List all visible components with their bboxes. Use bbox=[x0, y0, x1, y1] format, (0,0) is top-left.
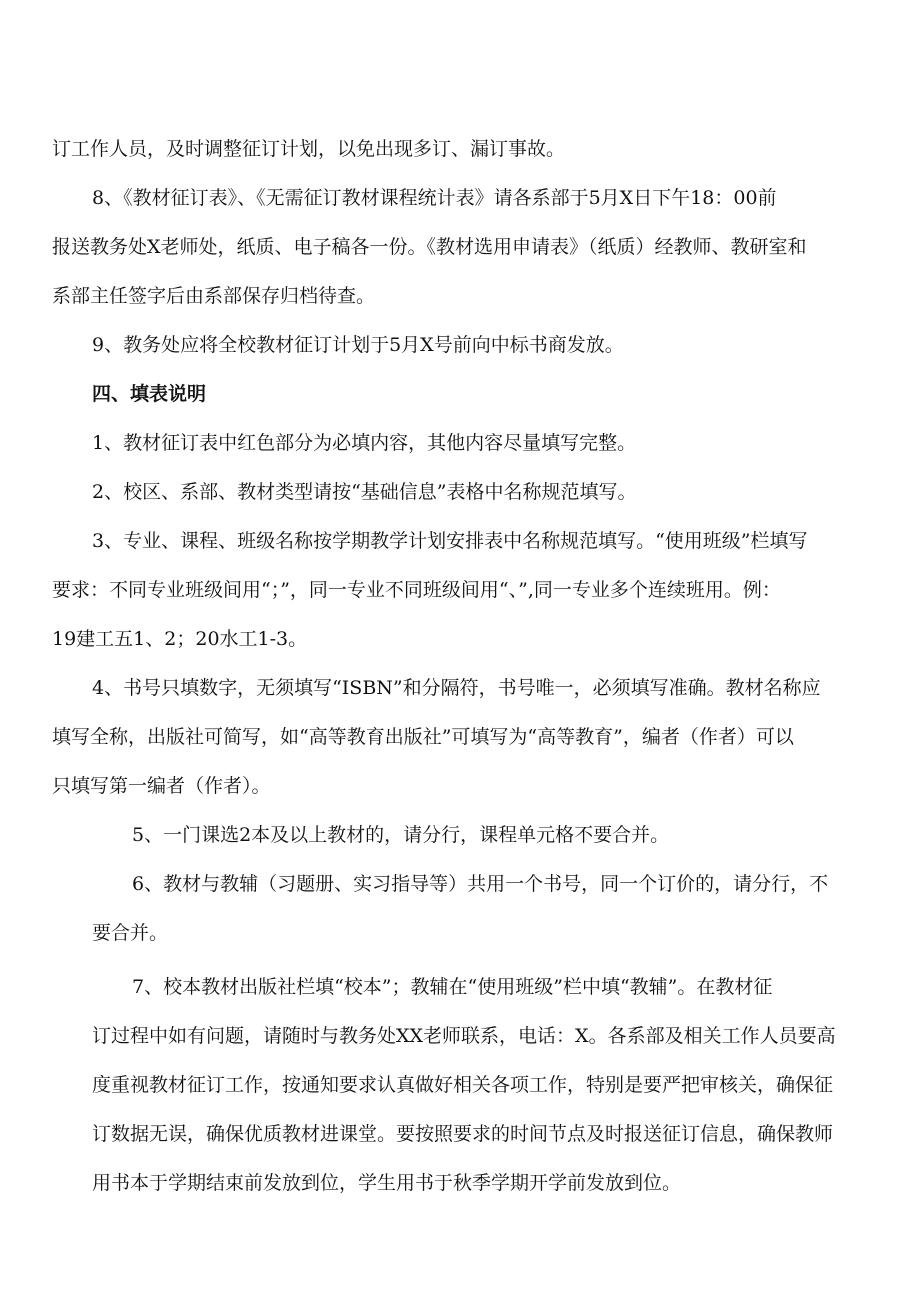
text-line-10: 要求：不同专业班级间用“；”，同一专业不同班级间用“、”,同一专业多个连续班用。例： bbox=[52, 579, 781, 601]
text-line-18: 7、校本教材出版社栏填“校本”；教辅在“使用班级”栏中填“教辅”。在教材征 bbox=[132, 976, 773, 998]
text-line-19: 订过程中如有问题，请随时与教务处XX老师联系，电话：X。各系部及相关工作人员要高 bbox=[92, 1025, 836, 1047]
section-heading: 四、填表说明 bbox=[92, 383, 207, 405]
text-line-5: 9、教务处应将全校教材征订计划于5月X号前向中标书商发放。 bbox=[92, 334, 624, 356]
text-line-22: 用书本于学期结束前发放到位，学生用书于秋季学期开学前发放到位。 bbox=[92, 1172, 682, 1194]
text-line-16: 6、教材与教辅（习题册、实习指导等）共用一个书号，同一个订价的，请分行，不 bbox=[132, 873, 829, 895]
text-line-4: 系部主任签字后由系部保存归档待查。 bbox=[52, 285, 376, 307]
text-line-12: 4、书号只填数字，无须填写“ISBN”和分隔符，书号唯一，必须填写准确。教材名称应 bbox=[92, 677, 821, 699]
text-line-21: 订数据无误，确保优质教材进课堂。要按照要求的时间节点及时报送征订信息，确保教师 bbox=[92, 1123, 834, 1145]
text-line-2: 8、《教材征订表》、《无需征订教材课程统计表》请各系部于5月X日下午18：00前 bbox=[92, 187, 777, 209]
text-line-14: 只填写第一编者（作者）。 bbox=[52, 775, 271, 797]
text-line-7: 1、教材征订表中红色部分为必填内容，其他内容尽量填写完整。 bbox=[92, 432, 637, 454]
text-line-9: 3、专业、课程、班级名称按学期教学计划安排表中名称规范填写。“使用班级”栏填写 bbox=[92, 530, 808, 552]
text-line-17: 要合并。 bbox=[92, 922, 169, 944]
text-line-3: 报送教务处X老师处，纸质、电子稿各一份。《教材选用申请表》（纸质）经教师、教研室和 bbox=[52, 236, 807, 258]
text-line-13: 填写全称，出版社可简写，如“高等教育出版社”可填写为“高等教育”，编者（作者）可以 bbox=[52, 726, 794, 748]
text-line-8: 2、校区、系部、教材类型请按“基础信息”表格中名称规范填写。 bbox=[92, 481, 637, 503]
text-line-1: 订工作人员，及时调整征订计划，以免出现多订、漏订事故。 bbox=[52, 138, 566, 160]
text-line-20: 度重视教材征订工作，按通知要求认真做好相关各项工作，特别是要严把审核关，确保征 bbox=[92, 1074, 834, 1096]
text-line-11: 19建工五1、2；20水工1-3。 bbox=[52, 628, 308, 650]
text-line-15: 5、一门课选2本及以上教材的，请分行，课程单元格不要合并。 bbox=[132, 824, 670, 846]
